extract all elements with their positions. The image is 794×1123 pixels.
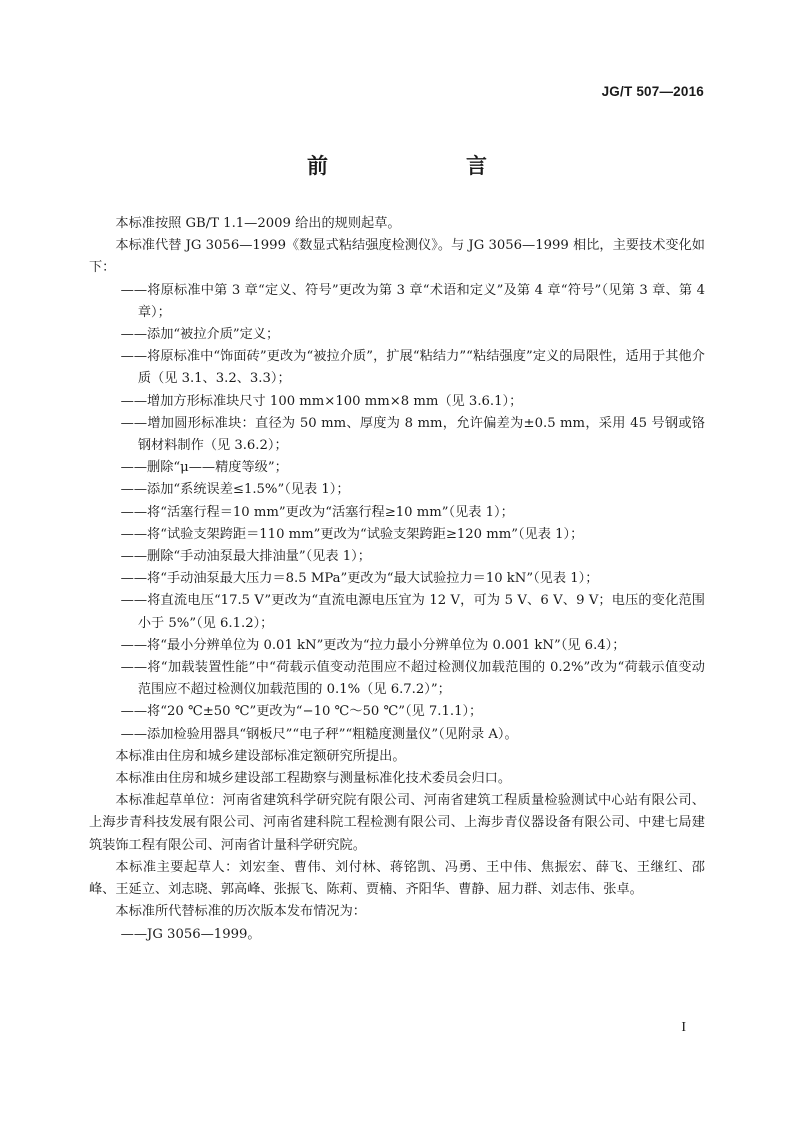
list-item <box>89 924 705 946</box>
changes-list <box>89 280 705 746</box>
list-dash: —— <box>120 704 148 720</box>
list-item <box>89 568 705 590</box>
closing-paragraph: 本标准由住房和城乡建设部标准定额研究所提出。 <box>115 748 406 764</box>
list-dash: —— <box>120 282 148 298</box>
list-dash: —— <box>120 504 148 520</box>
closing-paragraph: 本标准起草单位：河南省建筑科学研究院有限公司、河南省建筑工程质量检验测试中心站有限公司、上海步青科技发展有限公司、河南省建科院工程检测有限公司、上海步青仪器设备有限公司、中建七局建筑装饰工程有限公司、河南省计量科学研究院。 <box>89 793 705 853</box>
list-item <box>89 635 705 657</box>
list-dash: —— <box>120 571 148 587</box>
list-item <box>89 346 705 390</box>
list-dash: —— <box>120 660 148 676</box>
list-item-text: ——将直流电压“17.5 V”更改为“直流电源电压宜为 12 V，可为 5 V、6 V、9 V；电压的变化范围小于 5%”（见 6.1.2）； <box>120 593 705 631</box>
list-item-text: ——添加“被拉介质”定义； <box>120 327 280 343</box>
history-list <box>89 924 705 946</box>
list-item-text: ——将“加载装置性能”中“荷载示值变动范围应不超过检测仪加载范围的 0.2%”改为“荷载示值变动范围应不超过检测仪加载范围的 0.1%（见 6.7.2）”； <box>120 660 705 698</box>
list-dash: —— <box>120 637 148 653</box>
standard-code: JG/T 507—2016 <box>601 84 704 99</box>
document-body <box>89 213 705 946</box>
list-item <box>89 479 705 501</box>
list-item-text: ——将“活塞行程＝10 mm”更改为“活塞行程≥10 mm”（见表 1）； <box>120 504 514 520</box>
list-dash: —— <box>120 726 148 742</box>
list-dash: —— <box>120 415 148 431</box>
list-dash: —— <box>120 460 148 476</box>
list-item-text: ——将原标准中第 3 章“定义、符号”更改为第 3 章“术语和定义”及第 4 章“符号”（见第 3 章、第 4 章）； <box>120 282 705 320</box>
list-item <box>89 546 705 568</box>
closing-paragraph: 本标准主要起草人：刘宏奎、曹伟、刘付林、蒋铭凯、冯勇、王中伟、焦振宏、薛飞、王继红、邵峰、王延立、刘志晓、郭高峰、张振飞、陈莉、贾楠、齐阳华、曹静、屈力群、刘志伟、张卓。 <box>89 859 705 898</box>
list-item <box>89 502 705 524</box>
page-title: 前 言 <box>307 154 519 178</box>
list-item-text: ——添加“系统误差≤1.5%”（见表 1）； <box>120 482 350 498</box>
list-item <box>89 657 705 701</box>
list-dash: —— <box>120 393 148 409</box>
list-item-text: ——将“试验支架跨距＝110 mm”更改为“试验支架跨距≥120 mm”（见表 1）； <box>120 526 584 542</box>
closing-paragraph: 本标准由住房和城乡建设部工程勘察与测量标准化技术委员会归口。 <box>115 771 512 787</box>
list-dash: —— <box>120 593 148 609</box>
closing-paragraph: 本标准所代替标准的历次版本发布情况为： <box>115 904 366 920</box>
list-dash: —— <box>120 327 148 343</box>
list-item <box>89 701 705 723</box>
list-item-text: ——添加检验用器具“钢板尺”“电子秤”“粗糙度测量仪”（见附录 A）。 <box>120 726 518 742</box>
list-dash: —— <box>120 926 148 942</box>
list-item-text: ——增加方形标准块尺寸 100 mm×100 mm×8 mm（见 3.6.1）； <box>120 393 523 409</box>
list-dash: —— <box>120 549 148 565</box>
list-item-text: ——增加圆形标准块：直径为 50 mm、厚度为 8 mm，允许偏差为±0.5 mm，采用 45 号钢或铬钢材料制作（见 3.6.2）； <box>120 415 705 454</box>
intro-paragraph: 本标准按照 GB/T 1.1—2009 给出的规则起草。 <box>115 216 401 231</box>
list-item-text: ——将“20 ℃±50 ℃”更改为“−10 ℃～50 ℃”（见 7.1.1）； <box>120 704 483 720</box>
list-item <box>89 324 705 346</box>
intro-paragraph: 本标准代替 JG 3056—1999《数显式粘结强度检测仪》。与 JG 3056—1999 相比，主要技术变化如下： <box>89 238 705 276</box>
list-item-text: ——删除“μ——精度等级”； <box>120 460 288 476</box>
list-item-text: ——删除“手动油泵最大排油量”（见表 1）； <box>120 549 371 565</box>
list-item-text: ——将“手动油泵最大压力＝8.5 MPa”更改为“最大试验拉力＝10 kN”（见表 1）； <box>120 571 599 587</box>
list-item-text: ——将原标准中“饰面砖”更改为“被拉介质”，扩展“粘结力”“粘结强度”定义的局限性，适用于其他介质（见 3.1、3.2、3.3）； <box>120 349 705 387</box>
list-item <box>89 457 705 479</box>
list-item <box>89 524 705 546</box>
list-item <box>89 413 705 457</box>
list-item-text: ——JG 3056—1999。 <box>120 926 261 942</box>
list-item <box>89 590 705 634</box>
list-item <box>89 391 705 413</box>
list-item-text: ——将“最小分辨单位为 0.01 kN”更改为“拉力最小分辨单位为 0.001 kN”（见 6.4）； <box>120 637 626 653</box>
page-number: I <box>681 1020 686 1035</box>
list-item <box>89 724 705 746</box>
list-item <box>89 280 705 324</box>
list-dash: —— <box>120 482 148 498</box>
list-dash: —— <box>120 349 148 365</box>
list-dash: —— <box>120 526 148 542</box>
